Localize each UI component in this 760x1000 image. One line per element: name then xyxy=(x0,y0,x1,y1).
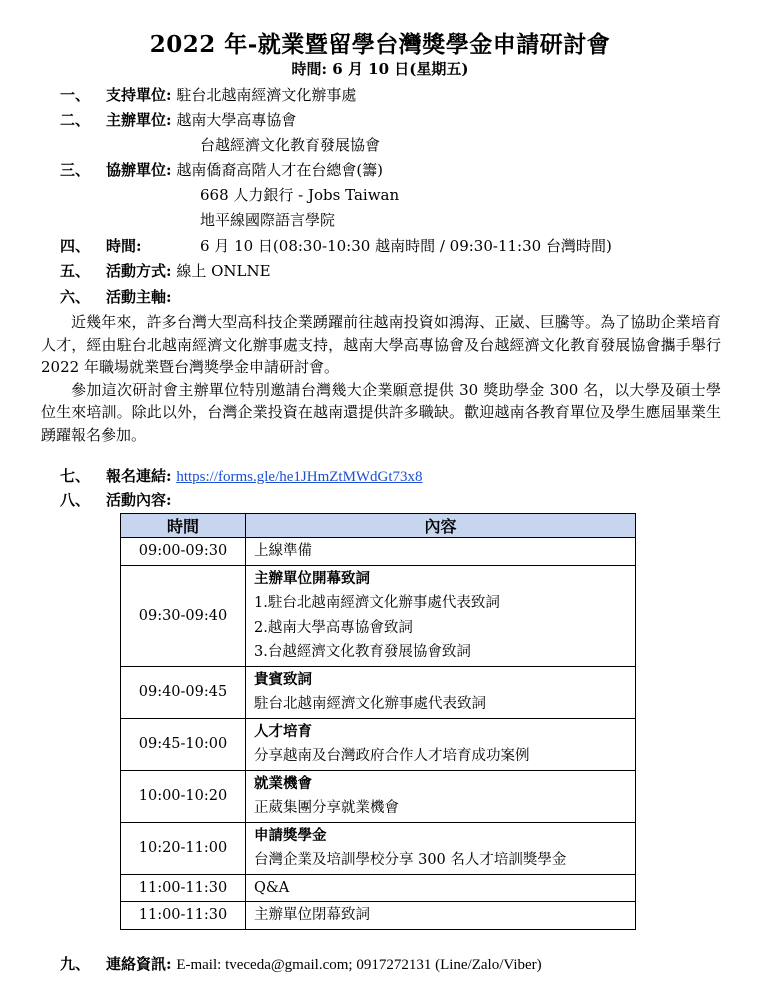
section-support xyxy=(60,84,356,106)
schedule-row xyxy=(121,902,636,930)
schedule-time: 09:40-09:45 xyxy=(121,666,246,718)
schedule-header-content: 內容 xyxy=(246,514,636,538)
schedule-item-line: 3.台越經濟文化教育發展協會致詞 xyxy=(254,644,471,660)
section-number: 一、 xyxy=(60,86,91,104)
section-label: 主辦單位: xyxy=(106,111,172,129)
section-label: 活動內容: xyxy=(106,491,172,509)
schedule-item-heading: 主辦單位開幕致詞 xyxy=(254,569,370,587)
section-label: 報名連結: xyxy=(106,467,172,485)
section-co-organizer xyxy=(60,159,383,181)
schedule-table xyxy=(120,513,636,930)
schedule-row xyxy=(121,822,636,874)
section-value: 線上 ONLNE xyxy=(176,262,271,280)
schedule-content xyxy=(246,874,636,902)
page-title: 2022 年-就業暨留學台灣獎學金申請研討會 xyxy=(149,31,611,58)
schedule-time: 11:00-11:30 xyxy=(121,874,246,902)
section-format xyxy=(60,260,271,282)
schedule-time: 09:30-09:40 xyxy=(121,565,246,666)
section-contact xyxy=(60,953,542,974)
section-theme xyxy=(60,286,172,308)
schedule-item-line: 駐台北越南經濟文化辦事處代表致詞 xyxy=(254,696,486,712)
section-value: 越南僑裔高階人才在台總會(籌) xyxy=(176,161,384,179)
schedule-row xyxy=(121,874,636,902)
schedule-content xyxy=(246,822,636,874)
section-label: 活動方式: xyxy=(106,262,172,280)
section-content xyxy=(60,489,172,511)
schedule-item-line: 上線準備 xyxy=(254,543,312,559)
schedule-item-line: 正葳集團分享就業機會 xyxy=(254,800,399,816)
section-number: 三、 xyxy=(60,161,91,179)
section-label: 時間: xyxy=(106,237,142,255)
event-date: 時間: 6 月 10 日(星期五) xyxy=(291,60,469,78)
section-time xyxy=(60,235,612,257)
schedule-row xyxy=(121,718,636,770)
schedule-time: 09:45-10:00 xyxy=(121,718,246,770)
schedule-time: 11:00-11:30 xyxy=(121,902,246,930)
schedule-item-heading: 就業機會 xyxy=(254,774,312,792)
schedule-item-heading: 申請獎學金 xyxy=(254,826,327,844)
schedule-header-time: 時間 xyxy=(121,514,246,538)
schedule-item-line: 主辦單位閉幕致詞 xyxy=(254,907,370,923)
schedule-row xyxy=(121,770,636,822)
section-registration xyxy=(60,465,423,488)
section-label: 支持單位: xyxy=(106,86,172,104)
section-number: 九、 xyxy=(60,955,91,973)
theme-paragraph-1: 近幾年來，許多台灣大型高科技企業踴躍前往越南投資如鴻海、正崴、巨騰等。為了協助企業培育人才，經由駐台北越南經濟文化辦事處支持，越南大學高專協會及台越經濟文化教育發展協會攜手舉行 2022 年職場就業暨台灣獎學金申請研討會。 xyxy=(41,313,721,376)
schedule-item-heading: 人才培育 xyxy=(254,722,312,740)
section-organizer xyxy=(60,109,296,131)
schedule-content xyxy=(246,565,636,666)
schedule-content xyxy=(246,770,636,822)
schedule-time: 10:00-10:20 xyxy=(121,770,246,822)
section-number: 六、 xyxy=(60,288,91,306)
schedule-content xyxy=(246,718,636,770)
schedule-item-line: 分享越南及台灣政府合作人才培育成功案例 xyxy=(254,748,530,764)
schedule-header-row xyxy=(121,514,636,538)
section-number: 四、 xyxy=(60,237,91,255)
co-organizer-extra-1: 668 人力銀行 - Jobs Taiwan xyxy=(200,186,400,204)
section-value: 駐台北越南經濟文化辦事處 xyxy=(176,86,357,104)
schedule-content xyxy=(246,666,636,718)
section-number: 二、 xyxy=(60,111,91,129)
organizer-extra: 台越經濟文化教育發展協會 xyxy=(200,136,381,154)
section-value: 6 月 10 日(08:30-10:30 越南時間 / 09:30-11:30 台灣時間) xyxy=(200,237,612,255)
schedule-item-heading: 貴賓致詞 xyxy=(254,670,312,688)
theme-paragraph-2: 參加這次研討會主辦單位特別邀請台灣幾大企業願意提供 30 獎助學金 300 名，以大學及碩士學位生來培訓。除此以外，台灣企業投資在越南還提供許多職缺。歡迎越南各教育單位及學生應屆畢業生踴躍報名參加。 xyxy=(41,380,721,444)
schedule-row xyxy=(121,565,636,666)
schedule-item-line: 1.駐台北越南經濟文化辦事處代表致詞 xyxy=(254,595,500,611)
schedule-time: 09:00-09:30 xyxy=(121,538,246,566)
registration-link[interactable]: https://forms.gle/he1JHmZtMWdGt73x8 xyxy=(176,469,423,485)
section-label: 協辦單位: xyxy=(106,161,172,179)
schedule-item-line: 2.越南大學高專協會致詞 xyxy=(254,619,413,636)
schedule-row xyxy=(121,666,636,718)
section-value: 越南大學高專協會 xyxy=(176,111,297,129)
schedule-item-line: Q&A xyxy=(254,879,290,896)
section-label: 連絡資訊: xyxy=(106,955,172,973)
schedule-row xyxy=(121,538,636,566)
section-label: 活動主軸: xyxy=(106,288,172,306)
theme-paragraphs xyxy=(41,311,721,446)
section-number: 八、 xyxy=(60,491,91,509)
section-number: 五、 xyxy=(60,262,91,280)
section-number: 七、 xyxy=(60,467,91,485)
schedule-content xyxy=(246,538,636,566)
schedule-item-line: 台灣企業及培訓學校分享 300 名人才培訓獎學金 xyxy=(254,852,567,868)
contact-value: E-mail: tveceda@gmail.com; 0917272131 (Line/Zalo/Viber) xyxy=(176,957,542,973)
schedule-body xyxy=(121,538,636,930)
co-organizer-extra-2: 地平線國際語言學院 xyxy=(200,211,336,229)
schedule-content xyxy=(246,902,636,930)
schedule-time: 10:20-11:00 xyxy=(121,822,246,874)
